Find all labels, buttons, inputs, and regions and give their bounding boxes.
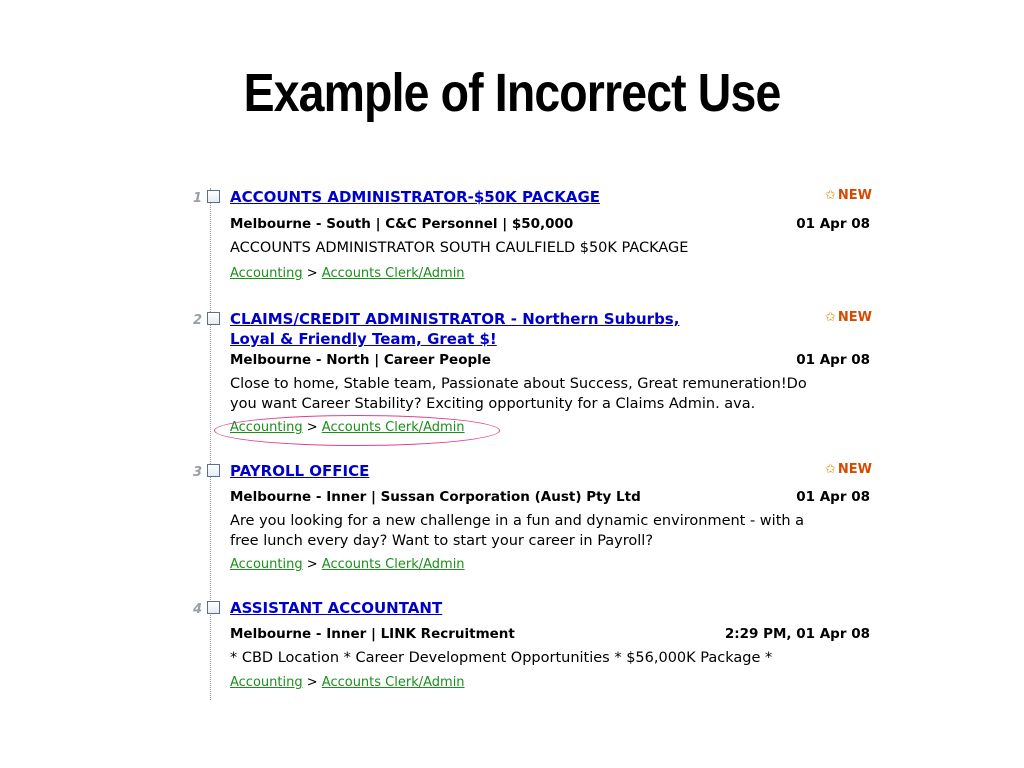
job-listing <box>186 595 886 705</box>
star-icon: ✩ <box>824 310 836 325</box>
category-link[interactable]: Accounting <box>230 675 303 690</box>
listing-description: Are you looking for a new challenge in a fun and dynamic environment - with a free lunch every day? Want to start your career in Payroll? <box>230 513 805 549</box>
listing-date: 01 Apr 08 <box>796 216 870 232</box>
new-badge: ✩ NEW <box>824 188 872 203</box>
job-title-line: PAYROLL OFFICE <box>230 462 370 480</box>
category-link[interactable]: Accounting <box>230 557 303 572</box>
category-separator: > <box>306 675 318 690</box>
category-separator: > <box>306 557 318 572</box>
listing-date: 2:29 PM, 01 Apr 08 <box>724 626 870 642</box>
listing-number: 2 <box>192 313 202 328</box>
job-title-link[interactable] <box>230 461 730 481</box>
subcategory-link[interactable]: Accounts Clerk/Admin <box>321 557 465 572</box>
subcategory-link[interactable]: Accounts Clerk/Admin <box>321 266 465 281</box>
slide-title: Example of Incorrect Use <box>243 63 781 123</box>
listing-checkbox[interactable] <box>207 601 220 614</box>
listing-categories <box>230 266 465 281</box>
listing-number: 1 <box>192 191 202 206</box>
listing-meta: Melbourne - North | Career People <box>230 352 491 368</box>
job-listing <box>186 458 886 578</box>
job-listing <box>186 184 886 294</box>
listing-categories <box>230 557 465 572</box>
job-title-link[interactable] <box>230 187 730 207</box>
job-title-link[interactable] <box>230 309 730 349</box>
job-title-line: ACCOUNTS ADMINISTRATOR-$50K PACKAGE <box>230 188 601 206</box>
listing-date: 01 Apr 08 <box>796 352 870 368</box>
listing-checkbox[interactable] <box>207 312 220 325</box>
category-link[interactable]: Accounting <box>230 266 303 281</box>
star-icon: ✩ <box>824 188 836 203</box>
listing-description: ACCOUNTS ADMINISTRATOR SOUTH CAULFIELD $50K PACKAGE <box>230 240 689 256</box>
listing-number: 4 <box>192 602 202 617</box>
new-badge: ✩ NEW <box>824 310 872 325</box>
listing-checkbox[interactable] <box>207 190 220 203</box>
job-title-line: Loyal & Friendly Team, Great $! <box>230 330 497 348</box>
category-link[interactable]: Accounting <box>230 420 303 435</box>
category-separator: > <box>306 266 318 281</box>
subcategory-link[interactable]: Accounts Clerk/Admin <box>321 420 465 435</box>
listing-checkbox[interactable] <box>207 464 220 477</box>
job-title-line: ASSISTANT ACCOUNTANT <box>230 599 443 617</box>
highlight-oval <box>214 415 500 446</box>
listing-meta: Melbourne - Inner | LINK Recruitment <box>230 626 515 642</box>
listing-meta: Melbourne - South | C&C Personnel | $50,000 <box>230 216 574 232</box>
listing-meta: Melbourne - Inner | Sussan Corporation (Aust) Pty Ltd <box>230 489 641 505</box>
listing-description: Close to home, Stable team, Passionate about Success, Great remuneration!Do you want Career Stability? Exciting opportunity for a Claims Admin. ava. <box>230 376 807 412</box>
listing-date: 01 Apr 08 <box>796 489 870 505</box>
listing-number: 3 <box>192 465 202 480</box>
job-title-line: CLAIMS/CREDIT ADMINISTRATOR - Northern Suburbs, <box>230 310 680 328</box>
job-title-link[interactable] <box>230 598 730 618</box>
new-badge: ✩ NEW <box>824 462 872 477</box>
subcategory-link[interactable]: Accounts Clerk/Admin <box>321 675 465 690</box>
category-separator: > <box>306 420 318 435</box>
listing-categories <box>230 675 465 690</box>
star-icon: ✩ <box>824 462 836 477</box>
listing-description: * CBD Location * Career Development Opportunities * $56,000K Package * <box>230 650 773 666</box>
